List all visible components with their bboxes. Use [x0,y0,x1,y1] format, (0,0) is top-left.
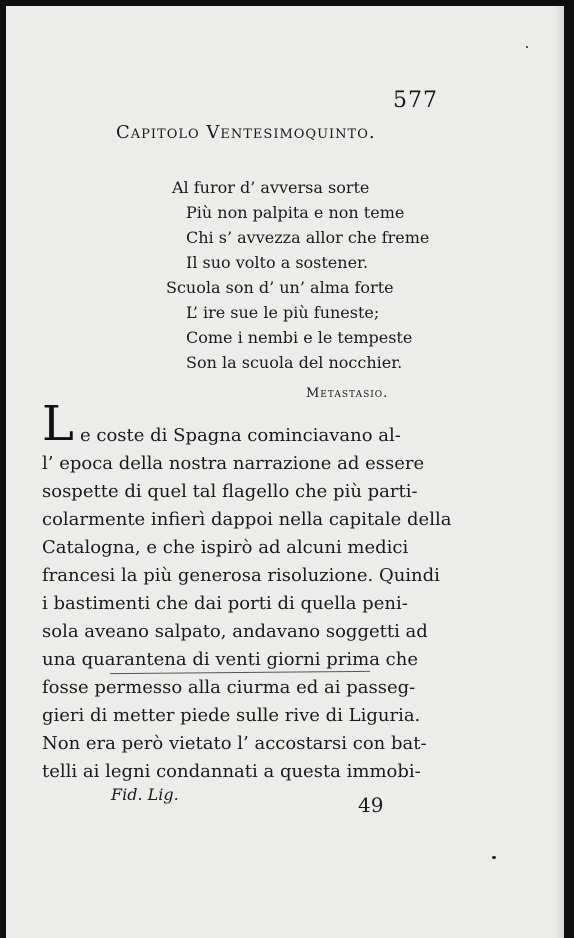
body-line: Non era però vietato l’ accostarsi con bat- [42,733,427,754]
epigraph-line: L’ ire sue le più funeste; [186,303,380,322]
book-page [6,6,564,938]
epigraph-line: Son la scuola del nocchier. [186,353,403,372]
epigraph-line: Il suo volto a sostener. [186,253,369,272]
body-line: l’ epoca della nostra narrazione ad essere [42,453,425,474]
printer-signature: Fid. Lig. [111,785,179,804]
paper-speck [492,856,496,859]
body-line: telli ai legni condannati a questa immobi- [42,761,421,782]
epigraph-line: Come i nembi e le tempeste [186,328,413,347]
chapter-title: Capitolo Ventesimoquinto. [116,122,376,143]
epigraph-author: Metastasio. [306,386,389,401]
page-edge-shadow [554,6,564,938]
body-line: fosse permesso alla ciurma ed ai passeg- [42,677,416,698]
body-line: e coste di Spagna cominciavano al- [80,425,401,446]
pencil-underline [110,671,370,674]
epigraph-line: Chi s’ avvezza allor che freme [186,228,430,247]
body-line: francesi la più generosa risoluzione. Quindi [42,565,440,586]
page-number: 577 [393,88,438,113]
body-line: Catalogna, e che ispirò ad alcuni medici [42,537,409,558]
sheet-number: 49 [358,793,384,817]
epigraph-line: Scuola son d’ un’ alma forte [166,278,394,297]
drop-cap-initial: L [42,396,74,452]
epigraph-line: Più non palpita e non teme [186,203,405,222]
body-line: i bastimenti che dai porti di quella peni- [42,593,408,614]
body-line: colarmente infierì dappoi nella capitale della [42,509,452,530]
body-line: sola aveano salpato, andavano soggetti ad [42,621,428,642]
body-line: sospette di quel tal flagello che più parti- [42,481,418,502]
body-line: una quarantena di venti giorni prima che [42,649,418,670]
body-line: gieri di metter piede sulle rive di Liguria. [42,705,421,726]
paper-speck [526,46,528,48]
epigraph-line: Al furor d’ avversa sorte [172,178,370,197]
